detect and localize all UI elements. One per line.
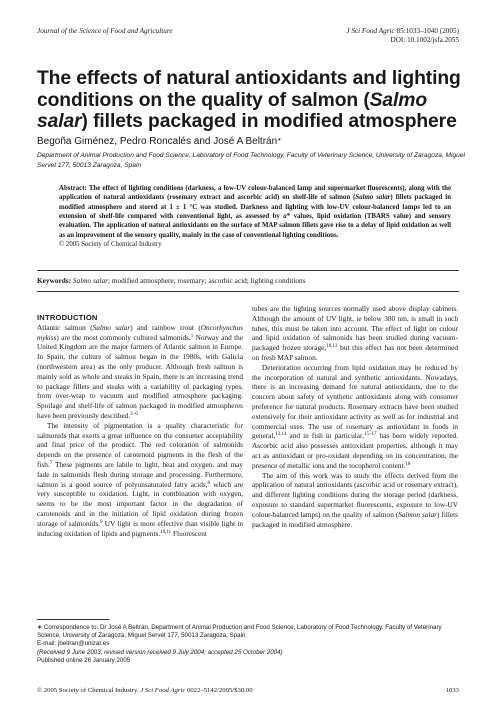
abstract-species: Salmo salar: [355, 194, 391, 202]
abstract-label: Abstract:: [59, 185, 87, 192]
paragraph-3: [252, 305, 458, 364]
keywords-text: ; modified atmosphere; rosemary; ascorbic acid; lighting conditions: [107, 276, 306, 285]
p4-a: Deterioration occurring from lipid oxidation may be reduced by the incorporation of natural and synthetic antioxidants. Nowadays, there is an increasing demand for natural antioxidants, due to the concern about safety of synthetic antioxidants along with consumer preference for natural products. Rosemary extracts have been studied extensively for their antioxidant activity as well as for industrial and commercial uses. The use of rosemary as antioxidant in foods in general,: [252, 363, 458, 441]
citation-block: [346, 27, 459, 45]
footer-copyright: © 2005 Society of Chemical Industry.: [37, 687, 141, 694]
p4-c: has been widely reported. Ascorbic acid also possesses antioxidant properties, although it may act as antioxidant or pro-oxidant depending on its concentration, the presence of metallic ions and the tocopherol content.: [252, 432, 458, 470]
p2-ref-1: 7: [49, 460, 53, 466]
p2-e: Fluorescent: [171, 529, 207, 538]
footer-journal: J Sci Food Agric: [140, 687, 186, 694]
section-heading: INTRODUCTION: [37, 313, 98, 322]
p2-a: The intensity of pigmentation is a quality characteristic for salmonids that exerts a great influence on the consumer acceptability and final price of the product. The red coloration of salmonids depends on the presence of carotenoid pigments in the flesh of the fish.: [37, 421, 243, 469]
p2-ref-4: 10,11: [160, 529, 172, 535]
keywords-species: Salmo salar: [72, 276, 108, 285]
correspondence-email[interactable]: E-mail: jbeltran@unizar.es: [37, 640, 110, 648]
title-species: Salmo salar: [37, 89, 428, 132]
p1-ref-1: 1: [190, 333, 194, 339]
p2-b: These pigments are labile to light, heat and oxygen, and may fade in salmonids flesh during storage and processing. Furthermore, salmon is a good source of polyunsaturated fatty acids,: [37, 460, 243, 489]
p5-b: ) fillets packaged in modified atmosphere.: [252, 510, 458, 529]
title-part1: The effects of natural antioxidants and lighting conditions on the quality of salmon (: [37, 68, 461, 111]
p4-ref-1: 13,14: [275, 432, 287, 438]
abstract-text-c: * values, lipid oxidation (TBARS value) and sensory evaluation. The application of natural antioxidants on the surface of MAP salmon fillets gave rise to a delay of lipid oxidation as well as an improvement of the sensory quality, mainly in the case of conventional lighting conditions.: [59, 213, 451, 239]
citation-ref: 85:1033–1040 (2005): [394, 27, 459, 35]
p3-b: but this effect has not been determined on fresh MAP salmon.: [252, 344, 459, 362]
paragraph-1: [37, 324, 243, 422]
p1-b: ) and rainbow trout (: [130, 323, 201, 332]
published-online: Published online 26 January 2005: [37, 656, 131, 664]
abstract: [59, 184, 451, 249]
p1-d: Norway and the United Kingdom are the major farmers of Atlantic salmon in Europe. In Spain, the culture of salmon began in the 1980s, with Galicia (northwestern area) as the only producer. Although fresh salmon is mainly sold as whole and steaks in Spain, there is an increasing trend to package fillets and steaks with a variability of packaging types, from over-wrap to vacuum and modified atmosphere packaging. Spoilage and shelf-life of salmon packaged in modified atmospheres have been previously described.: [37, 333, 243, 420]
footer-issn: 0022–5142/2005/$30.00: [185, 687, 253, 694]
body-column-left: [37, 313, 243, 539]
paragraph-4: [252, 364, 458, 472]
p2-c: which are very susceptible to oxidation. Light, in combination with oxygen, seems to be the most important factor in the degradation of carotenoids and in the initiation of lipid oxidation during frozen storage of salmonids.: [37, 480, 243, 528]
article-title: [37, 68, 466, 133]
correspondence-text: ∗ Correspondence to: Dr José A Beltrán, Department of Animal Production and Food Science, Laboratory of Food Technology, Faculty of Veterinary Science, University of Zaragoza, Miguel Servet 177, 50013 Zaragoza, Spain: [37, 624, 442, 640]
keywords: [37, 276, 459, 286]
p1-species-1: Salmo salar: [92, 323, 131, 332]
affiliation: Department of Animal Production and Food Science, Laboratory of Food Technology, Faculty of Veterinary Science, University of Zaragoza, Miguel Servet 177, 50013 Zaragoza, Spain: [37, 152, 465, 169]
author-list: [37, 136, 281, 148]
footer-citation: [37, 686, 253, 695]
body-divider: [37, 291, 459, 292]
p1-a: Atlantic salmon (: [37, 323, 93, 332]
p2-ref-3: 9: [99, 519, 103, 525]
p4-b: and in fish in particular,: [286, 432, 364, 441]
page-number: 1033: [445, 687, 459, 694]
abstract-copyright: © 2005 Society of Chemical Industry: [59, 241, 162, 249]
abstract-text-b: ) fillets packaged in modified atmosphere and stored at 1 ± 1 °C was studied. Darkness and lighting with low-UV colour-balanced lamps led to an extension of shelf-life compared with conventional light, as assessed by: [59, 194, 451, 221]
p5-species: Salmon salar: [398, 510, 437, 519]
abstract-text-a: The effect of lighting conditions (darkness, a low-UV colour-balanced lamp and supermarket fluorescents), along with the application of natural antioxidants (rosemary extract and ascorbic acid) on shelf-life of salmon (: [59, 185, 451, 202]
paragraph-5: [252, 472, 458, 531]
p1-ref-2: 2–6: [130, 411, 138, 417]
title-part2: ) fillets packaged in modified atmosphere: [81, 111, 457, 132]
paragraph-2: [37, 422, 243, 540]
journal-name: Journal of the Science of Food and Agriculture: [37, 27, 173, 35]
keywords-divider: [37, 270, 459, 271]
footnote-divider: [37, 619, 109, 620]
p4-ref-3: 18: [405, 461, 411, 467]
p5-a: The aim of this work was to study the effects derived from the application of natural antioxidants (ascorbic acid or rosemary extract), and different lighting conditions during the storage period (darkness, exposure to standard supermarket fluorescents, exposure to low-UV colour-balanced lamps) on the quality of salmon (: [252, 471, 458, 519]
citation-journal: J Sci Food Agric: [346, 27, 395, 35]
abstract-astar: a: [283, 213, 287, 221]
received-dates: (Received 9 June 2003; revised version received 9 July 2004; accepted 25 October 2004): [37, 648, 283, 656]
keywords-label: Keywords:: [37, 276, 72, 285]
author-mark: ∗: [277, 137, 282, 143]
p2-ref-2: 8: [207, 480, 211, 486]
p4-ref-2: 15–17: [363, 432, 377, 438]
body-column-right: [252, 305, 458, 530]
authors-text: Begoña Giménez, Pedro Roncalés and José A Beltrán: [37, 136, 278, 147]
p3-ref-1: 10,12: [326, 344, 338, 350]
running-head: [37, 27, 459, 49]
p3-a: tubes are the lighting sources normally used above display cabinets. Although the amount of UV light, ie below 380 nm, is small in such tubes, this must be taken into account. The effect of light on colour and lipid oxidation of salmonids has been studied during vacuum-packaged frozen storage,: [252, 305, 458, 353]
p1-c: ) are the most commonly cultured salmonids.: [56, 333, 191, 342]
p1-species-2: Oncorhynchus mykiss: [37, 323, 243, 342]
doi: DOI: 10.1002/jsfa.2055: [390, 36, 459, 44]
p2-d: UV light is more effective than visible light in inducing oxidation of lipids and pigments.: [37, 519, 243, 538]
correspondence-footnote: [37, 624, 459, 665]
